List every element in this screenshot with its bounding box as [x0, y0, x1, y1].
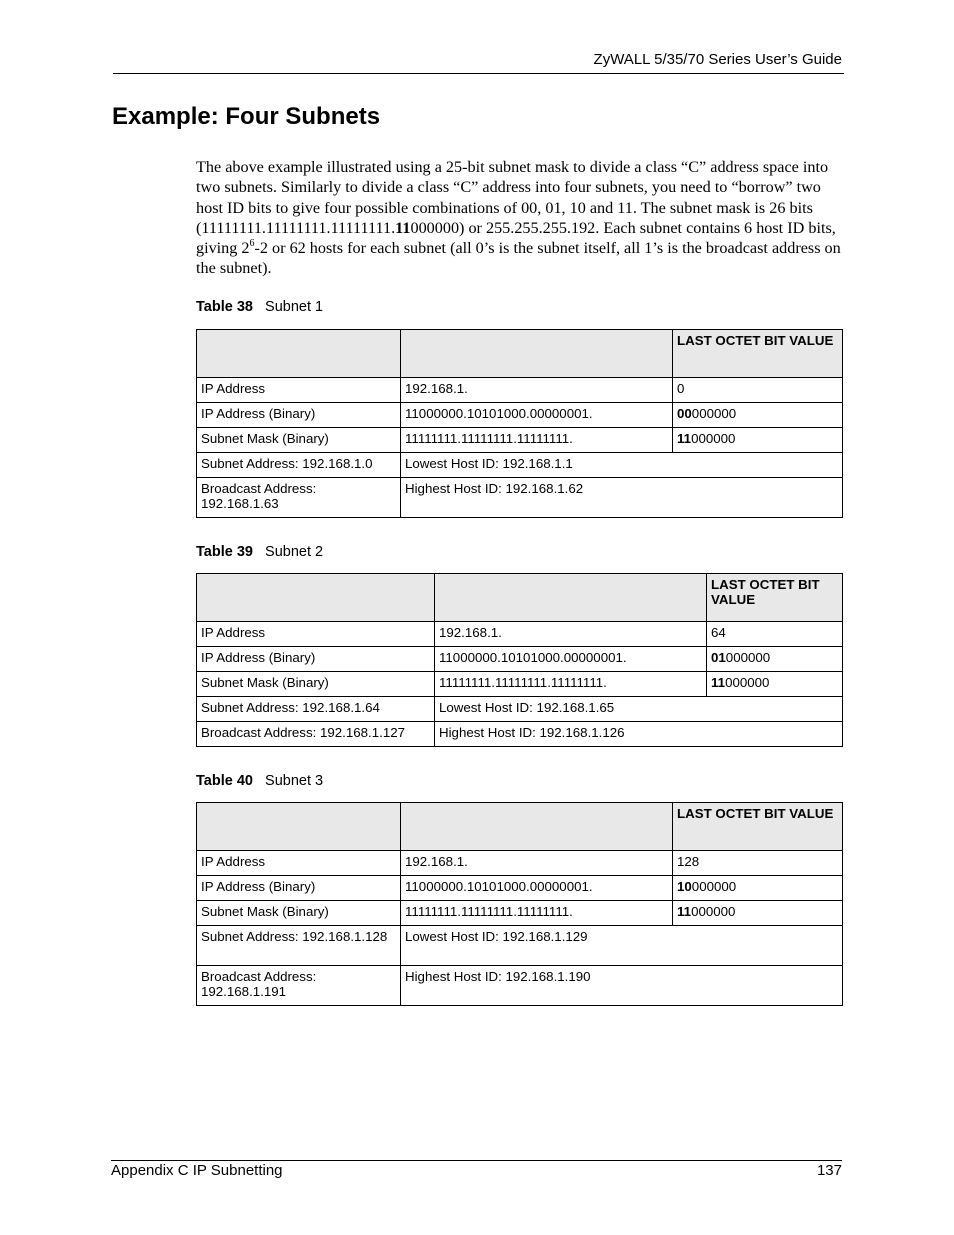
table-row — [197, 851, 843, 876]
broadcast-address-cell: Broadcast Address: 192.168.1.63 — [197, 478, 401, 518]
table-row — [197, 478, 843, 518]
header-rule — [113, 73, 844, 74]
bold-bits: 11 — [711, 675, 726, 690]
table-row — [197, 428, 843, 453]
lowest-host-cell: Lowest Host ID: 192.168.1.65 — [435, 697, 843, 722]
row-value: 11000000.10101000.00000001. — [401, 876, 673, 901]
table-header-row — [197, 574, 843, 622]
header-cell — [401, 803, 673, 851]
broadcast-address-cell: Broadcast Address: 192.168.1.127 — [197, 722, 435, 747]
section-title: Example: Four Subnets — [112, 103, 381, 130]
header-cell — [435, 574, 707, 622]
row-last-octet: 128 — [673, 851, 843, 876]
header-cell — [401, 330, 673, 378]
subnet-table-3 — [196, 802, 843, 1006]
row-label: IP Address — [197, 378, 401, 403]
running-header: ZyWALL 5/35/70 Series User’s Guide — [593, 51, 842, 68]
row-last-octet — [673, 428, 843, 453]
table-row — [197, 876, 843, 901]
row-label: Subnet Mask (Binary) — [197, 672, 435, 697]
header-cell — [197, 330, 401, 378]
row-value: 11000000.10101000.00000001. — [401, 403, 673, 428]
row-last-octet — [707, 647, 843, 672]
row-value: 192.168.1. — [435, 622, 707, 647]
table-header-row — [197, 330, 843, 378]
row-last-octet: 64 — [707, 622, 843, 647]
row-last-octet — [707, 672, 843, 697]
table-row — [197, 672, 843, 697]
header-cell — [197, 574, 435, 622]
table-row — [197, 901, 843, 926]
table-caption-number: Table 40 — [196, 773, 253, 789]
row-value: 11000000.10101000.00000001. — [435, 647, 707, 672]
highest-host-cell: Highest Host ID: 192.168.1.190 — [401, 966, 843, 1006]
intro-bold-bits: 11 — [395, 218, 411, 237]
row-value: 11111111.11111111.11111111. — [401, 428, 673, 453]
bold-bits: 11 — [677, 904, 692, 919]
table-caption-number: Table 38 — [196, 299, 253, 315]
rest-bits: 000000 — [691, 406, 737, 421]
table-row — [197, 378, 843, 403]
lowest-host-cell: Lowest Host ID: 192.168.1.1 — [401, 453, 843, 478]
rest-bits: 000000 — [691, 879, 737, 894]
table-row — [197, 697, 843, 722]
header-cell-last-octet: LAST OCTET BIT VALUE — [673, 803, 843, 851]
row-label: Subnet Mask (Binary) — [197, 428, 401, 453]
intro-text-3: -2 or 62 hosts for each subnet (all 0’s is the subnet itself, all 1’s is the broadcast address on the subnet). — [196, 239, 841, 278]
bold-bits: 01 — [711, 650, 726, 665]
row-value: 11111111.11111111.11111111. — [401, 901, 673, 926]
row-value: 192.168.1. — [401, 378, 673, 403]
table-header-row — [197, 803, 843, 851]
rest-bits: 000000 — [725, 675, 770, 690]
highest-host-cell: Highest Host ID: 192.168.1.62 — [401, 478, 843, 518]
subnet-address-cell: Subnet Address: 192.168.1.0 — [197, 453, 401, 478]
row-last-octet — [673, 876, 843, 901]
intro-text-2: 000000) or 255.255.255.192. Each subnet contains 6 host ID bits, giving 2 — [196, 218, 836, 258]
table-caption — [196, 773, 323, 789]
row-label: IP Address (Binary) — [197, 403, 401, 428]
row-label: IP Address (Binary) — [197, 647, 435, 672]
bold-bits: 00 — [677, 406, 692, 421]
footer-rule — [111, 1160, 842, 1161]
row-label: Subnet Mask (Binary) — [197, 901, 401, 926]
table-row — [197, 403, 843, 428]
table-row — [197, 622, 843, 647]
header-cell — [197, 803, 401, 851]
subnet-table-2 — [196, 573, 843, 747]
table-caption-text: Subnet 3 — [265, 773, 324, 789]
row-value: 192.168.1. — [401, 851, 673, 876]
header-cell-last-octet: LAST OCTET BIT VALUE — [673, 330, 843, 378]
bold-bits: 11 — [677, 431, 692, 446]
table-caption-text: Subnet 1 — [265, 299, 324, 315]
header-cell-last-octet: LAST OCTET BIT VALUE — [707, 574, 843, 622]
footer-chapter: Appendix C IP Subnetting — [111, 1162, 283, 1179]
row-value: 11111111.11111111.11111111. — [435, 672, 707, 697]
lowest-host-cell: Lowest Host ID: 192.168.1.129 — [401, 926, 843, 966]
row-label: IP Address — [197, 622, 435, 647]
table-caption-text: Subnet 2 — [265, 544, 324, 560]
highest-host-cell: Highest Host ID: 192.168.1.126 — [435, 722, 843, 747]
intro-exponent: 6 — [249, 237, 255, 249]
row-last-octet — [673, 403, 843, 428]
table-row — [197, 453, 843, 478]
table-caption — [196, 544, 323, 560]
table-row — [197, 722, 843, 747]
subnet-address-cell: Subnet Address: 192.168.1.128 — [197, 926, 401, 966]
row-label: IP Address (Binary) — [197, 876, 401, 901]
row-label: IP Address — [197, 851, 401, 876]
bold-bits: 10 — [677, 879, 692, 894]
table-caption-number: Table 39 — [196, 544, 253, 560]
rest-bits: 000000 — [691, 431, 736, 446]
broadcast-address-cell: Broadcast Address: 192.168.1.191 — [197, 966, 401, 1006]
table-row — [197, 966, 843, 1006]
table-row — [197, 926, 843, 966]
subnet-table-1 — [196, 329, 843, 518]
subnet-address-cell: Subnet Address: 192.168.1.64 — [197, 697, 435, 722]
rest-bits: 000000 — [691, 904, 736, 919]
rest-bits: 000000 — [725, 650, 771, 665]
intro-text-1: The above example illustrated using a 25-bit subnet mask to divide a class “C” address space into two subnets. Similarly to divide a class “C” address into four subnets, you need to “borrow” two host ID bits to give four possible combinations of 00, 01, 10 and 11. The subnet mask is 26 bits (11111111.11111111.11111111. — [196, 158, 829, 237]
row-last-octet: 0 — [673, 378, 843, 403]
table-row — [197, 647, 843, 672]
row-last-octet — [673, 901, 843, 926]
table-caption — [196, 299, 323, 315]
intro-paragraph — [196, 157, 844, 279]
page-number: 137 — [816, 1162, 842, 1179]
